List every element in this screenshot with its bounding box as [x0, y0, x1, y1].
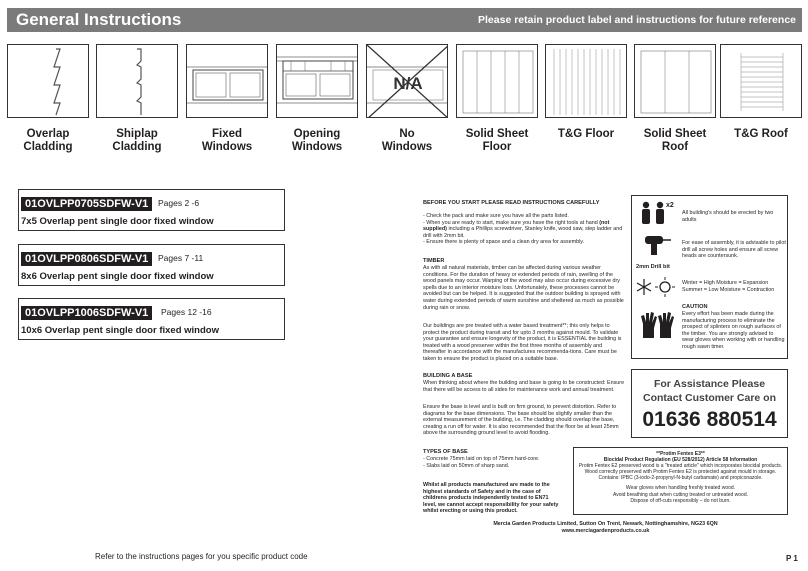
- start-list: [423, 213, 626, 246]
- safety-note: Whilst all products manufactured are made to the highest standards of Safety and in the case of childrens products independently tested to EN71 level, we cannot accept responsibility for your safety whilst erecting or using this product.: [423, 482, 559, 515]
- timber-heading: TIMBER: [423, 258, 445, 264]
- people-text: All building's should be erected by two adults: [682, 210, 774, 223]
- product-pages: Pages 7 -11: [158, 253, 204, 263]
- product-code: 01OVLPP1006SDFW-V1: [21, 306, 152, 320]
- weather-icon: [636, 276, 676, 298]
- fixed-window-icon: [187, 45, 268, 118]
- protim-line: Dispose of off-cuts responsibly – do not burn.: [630, 497, 731, 504]
- tile-label-fixed-windows: Fixed Windows: [201, 128, 253, 153]
- base-paragraph: When thinking about where the building and base is going to be constructed: Ensure that there will be access to all sides for maintenance work and annual treatment.: [423, 380, 625, 393]
- types-item: - Concrete 75mm laid on top of 75mm hard-core.: [423, 456, 540, 462]
- product-code: 01OVLPP0806SDFW-V1: [21, 252, 152, 266]
- assist-subheading: Contact Customer Care on: [642, 392, 777, 404]
- product-description: 8x6 Overlap pent single door fixed window: [21, 271, 214, 282]
- opening-windows-tile: [276, 44, 358, 118]
- tg-floor-icon: [546, 45, 627, 118]
- solid-sheet-floor-icon: [457, 45, 538, 118]
- fixed-windows-tile: [186, 44, 268, 118]
- solid-sheet-roof-tile: [634, 44, 716, 118]
- na-overlay-text: N/A: [393, 74, 423, 93]
- weather-text-summer: Summer = Low Moisture = Contraction: [682, 287, 775, 293]
- product-box: [18, 189, 285, 231]
- product-code: 01OVLPP0705SDFW-V1: [21, 197, 152, 211]
- shiplap-cladding-tile: [96, 44, 178, 118]
- tile-label-solid-sheet-floor: Solid Sheet Floor: [465, 128, 529, 153]
- protim-line: Protim Fentex E2 preserved wood is a "treated article" which incorporates biocidal products.: [578, 463, 783, 470]
- header-note: Please retain product label and instructions for future reference: [478, 14, 796, 26]
- tile-label-tg-roof: T&G Roof: [734, 128, 788, 140]
- types-item: - Slabs laid on 50mm of sharp sand.: [423, 462, 510, 469]
- tg-roof-icon: [721, 45, 802, 118]
- protim-line: Avoid breathing dust when cutting treated or untreated wood.: [613, 491, 748, 498]
- opening-window-icon: [277, 45, 358, 118]
- protim-line: Wood correctly preserved with Protim Fentex E2 is protected against mould in storage.: [584, 469, 777, 476]
- tile-label-tg-floor: T&G Floor: [557, 128, 615, 140]
- protim-title: **Protim Fentex E3**: [656, 451, 705, 457]
- protim-line: Wear gloves when handling freshly treated wood.: [625, 485, 736, 492]
- product-box: [18, 244, 285, 286]
- start-item: - When you are ready to start, make sure you have the right tools at hand (not supplied) including a Phillips screwdriver, Stanley knife, wood saw, step ladder and drill with 2mm bit.: [423, 219, 623, 239]
- tile-label-no-windows: No Windows: [381, 128, 433, 153]
- tile-label-shiplap-cladding: Shiplap Cladding: [112, 128, 162, 153]
- icon-panel: [631, 195, 788, 359]
- solid-sheet-floor-tile: [456, 44, 538, 118]
- no-windows-tile: [366, 44, 448, 118]
- overlap-cladding-icon: [8, 45, 89, 118]
- header-bar: [7, 8, 802, 32]
- drill-label: 2mm Drill bit: [636, 264, 670, 270]
- page-number: P 1: [786, 554, 798, 563]
- weather-text-winter: Winter = High Moisture = Expansion: [682, 280, 769, 286]
- tg-roof-tile: [720, 44, 802, 118]
- treatment-paragraph: Our buildings are pre treated with a water based treatment**; this only helps to protect the product during transit and for upto 3 months against mould. To validate your guarantee and ensure longevity of the product, it is ESSENTIAL the building is treated with a wood preserver within the first three months of assembly and thereafter in accordance with the manufactures recommenda-tions. Care must be taken to ensure the product is placed on a suitable base.: [423, 323, 622, 362]
- protim-regulation: Biocidal Product Regulation (EU 528/2012) Article 58 Information: [603, 457, 758, 464]
- overlap-cladding-tile: [7, 44, 89, 118]
- protim-box: [573, 447, 788, 515]
- company-website: www.merciagardenproducts.co.uk: [561, 527, 650, 534]
- tile-label-solid-sheet-roof: Solid Sheet Roof: [643, 128, 707, 153]
- start-heading: BEFORE YOU START PLEASE READ INSTRUCTIONS CAREFULLY: [423, 200, 600, 206]
- product-box: [18, 298, 285, 340]
- customer-care-box: [631, 369, 788, 438]
- base-heading: BUILDING A BASE: [423, 373, 473, 379]
- tg-floor-tile: [545, 44, 627, 118]
- customer-care-phone: 01636 880514: [642, 408, 777, 431]
- caution-heading: CAUTION: [682, 304, 708, 310]
- start-item: - Check the pack and make sure you have all the parts listed.: [423, 213, 569, 219]
- solid-sheet-roof-icon: [635, 45, 716, 118]
- protim-line: Contains: IPBC (3-iodo-2-propynyl-N-butyl carbamate) and propiconazole.: [598, 475, 763, 482]
- no-window-icon: [367, 45, 448, 118]
- product-pages: Pages 12 -16: [161, 307, 212, 317]
- tile-label-overlap-cladding: Overlap Cladding: [23, 128, 73, 153]
- product-description: 7x5 Overlap pent single door fixed window: [21, 216, 214, 227]
- company-address: [423, 521, 788, 535]
- product-pages: Pages 2 -6: [158, 198, 200, 208]
- company-address-line: Mercia Garden Products Limited, Sutton On Trent, Newark, Nottinghamshire, NG23 6QN: [493, 521, 718, 527]
- types-heading: TYPES OF BASE: [423, 449, 468, 455]
- tile-label-opening-windows: Opening Windows: [291, 128, 343, 153]
- shiplap-cladding-icon: [97, 45, 178, 118]
- gloves-icon: [640, 310, 676, 340]
- timber-paragraph: As with all natural materials, timber can be affected during various weather conditions. For the duration of heavy or extended periods of rain, swelling of the wood panels may occur. Warping of the wood may also occur during excessive dry spells due to an interior moisture loss. Unfortunately, these processes cannot be avoided but can be helped. It is suggested that the outdoor building is sprayed with water during extended periods of warm sunshine and sheltered as much as possible during rain or snow.: [423, 265, 624, 311]
- page-title: General Instructions: [16, 10, 182, 29]
- base-paragraph-2: Ensure the base is level and is built on firm ground, to prevent distortion. Refer to diagrams for the base dimensions. The base should be slightly smaller than the external measurement of the building, i.e. The cladding should overlap the base, creating a run off for water. It is also recommended that the floor be at least 25mm above the surrounding ground level to avoid flooding.: [423, 404, 619, 437]
- drill-text: For ease of assembly, it is advisable to pilot drill all screw holes and ensure all screw heads are countersunk.: [682, 240, 786, 260]
- refer-note: Refer to the instructions pages for you specific product code: [95, 552, 308, 561]
- drill-icon: [642, 234, 672, 256]
- assist-heading: For Assistance Please: [653, 378, 766, 390]
- caution-text: Every effort has been made during the manufacturing process to eliminate the prospect of splinters on rough surfaces of the timber. You are strongly advised to wear gloves when working with or handling rough sawn timer.: [682, 311, 785, 350]
- product-description: 10x6 Overlap pent single door fixed window: [21, 325, 219, 336]
- people-count: x2: [666, 202, 674, 209]
- start-item: - Ensure there is plenty of space and a clean dry area for assembly.: [423, 239, 585, 246]
